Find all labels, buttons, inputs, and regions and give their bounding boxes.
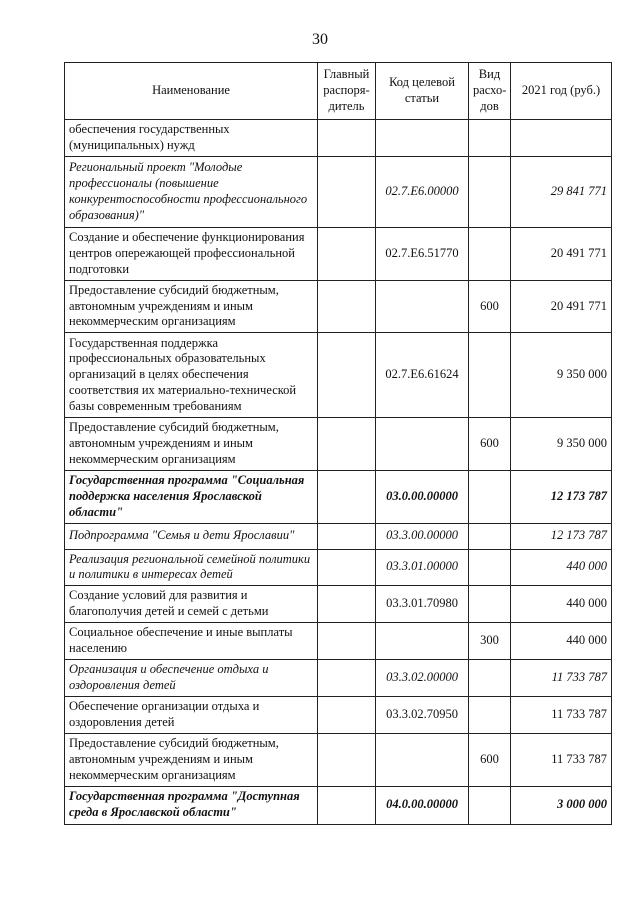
table-row xyxy=(65,786,612,824)
cell-code: 03.3.01.00000 xyxy=(376,549,469,586)
cell-kind xyxy=(469,660,511,697)
cell-name: Региональный проект "Молодые профессионалы (повышение конкурентоспособности профессионального образования)" xyxy=(65,157,318,228)
table-row xyxy=(65,333,612,418)
cell-code: 02.7.E6.00000 xyxy=(376,157,469,228)
cell-admin xyxy=(318,623,376,660)
cell-name: Государственная поддержка профессиональных образовательных организаций в целях обеспечения соответствия их материально-технической базы современным требованиям xyxy=(65,333,318,418)
cell-amount: 20 491 771 xyxy=(511,280,612,333)
header-name: Наименование xyxy=(65,63,318,120)
cell-name: Предоставление субсидий бюджетным, автономным учреждениям и иным некоммерческим организациям xyxy=(65,734,318,787)
header-amount: 2021 год (руб.) xyxy=(511,63,612,120)
cell-kind xyxy=(469,549,511,586)
cell-code: 03.3.02.00000 xyxy=(376,660,469,697)
cell-kind xyxy=(469,120,511,157)
cell-code: 03.3.02.70950 xyxy=(376,697,469,734)
cell-code: 04.0.00.00000 xyxy=(376,786,469,824)
cell-code xyxy=(376,120,469,157)
cell-code: 03.0.00.00000 xyxy=(376,470,469,523)
table-row xyxy=(65,418,612,471)
cell-admin xyxy=(318,470,376,523)
header-code: Код целевой статьи xyxy=(376,63,469,120)
cell-kind xyxy=(469,470,511,523)
cell-admin xyxy=(318,734,376,787)
cell-admin xyxy=(318,280,376,333)
cell-name: обеспечения государственных (муниципальных) нужд xyxy=(65,120,318,157)
cell-amount: 11 733 787 xyxy=(511,734,612,787)
cell-name: Обеспечение организации отдыха и оздоровления детей xyxy=(65,697,318,734)
cell-kind xyxy=(469,786,511,824)
cell-kind xyxy=(469,228,511,281)
cell-code: 03.3.00.00000 xyxy=(376,523,469,549)
cell-name: Организация и обеспечение отдыха и оздоровления детей xyxy=(65,660,318,697)
cell-kind xyxy=(469,157,511,228)
header-row xyxy=(65,63,612,120)
cell-amount xyxy=(511,120,612,157)
table-row xyxy=(65,660,612,697)
cell-admin xyxy=(318,586,376,623)
cell-kind xyxy=(469,697,511,734)
cell-name: Подпрограмма "Семья и дети Ярославии" xyxy=(65,523,318,549)
table-row xyxy=(65,586,612,623)
cell-name: Государственная программа "Доступная среда в Ярославской области" xyxy=(65,786,318,824)
header-kind: Вид расхо-дов xyxy=(469,63,511,120)
cell-name: Предоставление субсидий бюджетным, автономным учреждениям и иным некоммерческим организациям xyxy=(65,418,318,471)
cell-code: 03.3.01.70980 xyxy=(376,586,469,623)
cell-kind xyxy=(469,586,511,623)
cell-name: Создание условий для развития и благополучия детей и семей с детьми xyxy=(65,586,318,623)
cell-amount: 3 000 000 xyxy=(511,786,612,824)
cell-kind xyxy=(469,333,511,418)
page-number: 30 xyxy=(312,31,328,48)
cell-amount: 12 173 787 xyxy=(511,470,612,523)
cell-admin xyxy=(318,418,376,471)
budget-table xyxy=(64,62,612,825)
cell-name: Государственная программа "Социальная поддержка населения Ярославской области" xyxy=(65,470,318,523)
table-row xyxy=(65,549,612,586)
cell-admin xyxy=(318,697,376,734)
cell-code xyxy=(376,418,469,471)
cell-amount: 20 491 771 xyxy=(511,228,612,281)
cell-code xyxy=(376,734,469,787)
cell-kind: 300 xyxy=(469,623,511,660)
cell-admin xyxy=(318,660,376,697)
table-row xyxy=(65,120,612,157)
cell-amount: 440 000 xyxy=(511,586,612,623)
cell-amount: 9 350 000 xyxy=(511,418,612,471)
header-admin: Главный распоря-дитель xyxy=(318,63,376,120)
cell-name: Социальное обеспечение и иные выплаты населению xyxy=(65,623,318,660)
cell-name: Предоставление субсидий бюджетным, автономным учреждениям и иным некоммерческим организациям xyxy=(65,280,318,333)
cell-admin xyxy=(318,523,376,549)
cell-admin xyxy=(318,228,376,281)
cell-code: 02.7.E6.61624 xyxy=(376,333,469,418)
cell-name: Создание и обеспечение функционирования центров опережающей профессиональной подготовки xyxy=(65,228,318,281)
cell-kind: 600 xyxy=(469,280,511,333)
table-row xyxy=(65,734,612,787)
table-row xyxy=(65,697,612,734)
cell-amount: 11 733 787 xyxy=(511,660,612,697)
cell-name: Реализация региональной семейной политики и политики в интересах детей xyxy=(65,549,318,586)
table-row xyxy=(65,523,612,549)
table-row xyxy=(65,470,612,523)
cell-kind: 600 xyxy=(469,734,511,787)
cell-admin xyxy=(318,549,376,586)
table-row xyxy=(65,280,612,333)
cell-admin xyxy=(318,333,376,418)
table-body xyxy=(65,120,612,825)
cell-amount: 440 000 xyxy=(511,623,612,660)
cell-amount: 9 350 000 xyxy=(511,333,612,418)
cell-amount: 29 841 771 xyxy=(511,157,612,228)
table-header xyxy=(65,63,612,120)
cell-kind: 600 xyxy=(469,418,511,471)
cell-admin xyxy=(318,786,376,824)
cell-admin xyxy=(318,157,376,228)
cell-code: 02.7.E6.51770 xyxy=(376,228,469,281)
cell-amount: 440 000 xyxy=(511,549,612,586)
cell-amount: 11 733 787 xyxy=(511,697,612,734)
cell-amount: 12 173 787 xyxy=(511,523,612,549)
table-row xyxy=(65,623,612,660)
cell-code xyxy=(376,280,469,333)
table-row xyxy=(65,228,612,281)
cell-kind xyxy=(469,523,511,549)
cell-code xyxy=(376,623,469,660)
table-row xyxy=(65,157,612,228)
cell-admin xyxy=(318,120,376,157)
